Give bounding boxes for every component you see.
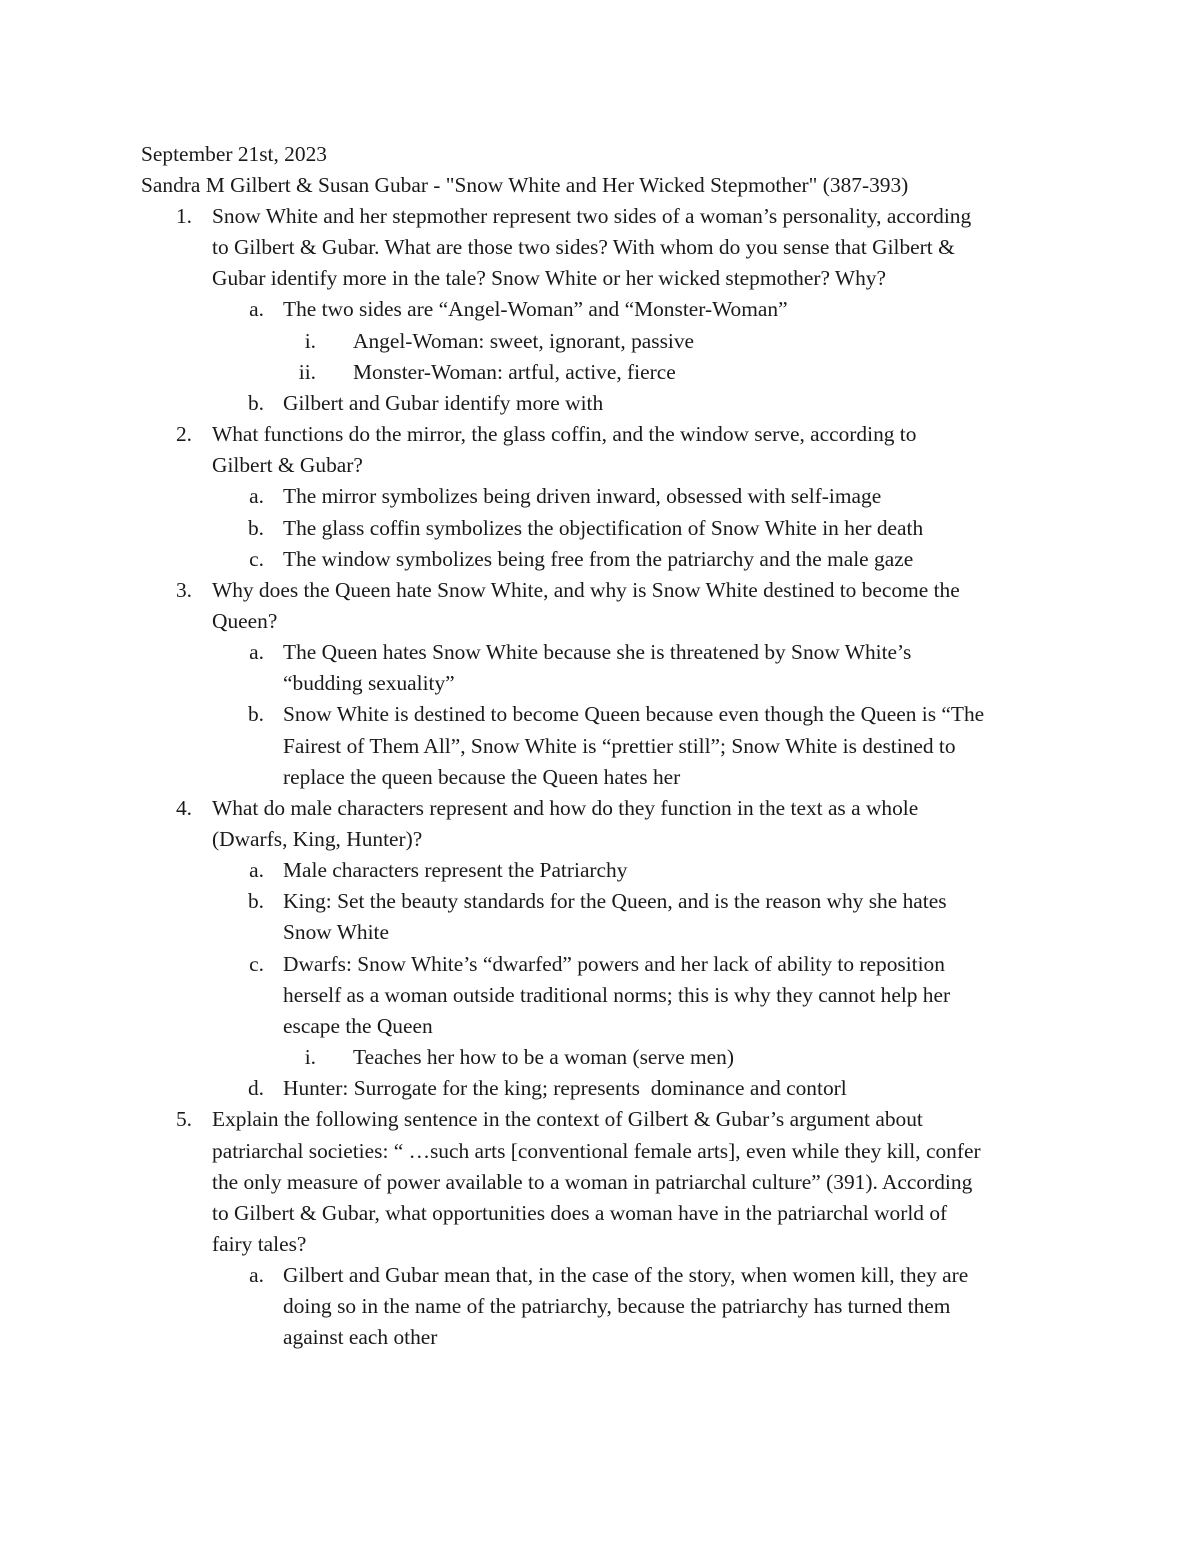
answer-text-line: Gilbert and Gubar mean that, in the case of the story, when women kill, they are — [283, 1263, 969, 1288]
answer-text-line: replace the queen because the Queen hates her — [283, 765, 681, 790]
answer-text-line: Hunter: Surrogate for the king; represents dominance and contorl — [283, 1076, 847, 1101]
question-text-line: Gubar identify more in the tale? Snow White or her wicked stepmother? Why? — [212, 266, 886, 291]
question-text-line: Explain the following sentence in the context of Gilbert & Gubar’s argument about — [212, 1107, 923, 1132]
question-text-line: the only measure of power available to a woman in patriarchal culture” (391). According — [212, 1170, 973, 1195]
question-number: 1. — [175, 204, 192, 229]
answer-letter: a. — [249, 640, 264, 665]
answer-letter: a. — [249, 484, 264, 509]
question-text-line: Why does the Queen hate Snow White, and why is Snow White destined to become the — [212, 578, 960, 603]
answer-text-line: The window symbolizes being free from the patriarchy and the male gaze — [283, 547, 914, 572]
answer-text-line: Gilbert and Gubar identify more with — [283, 391, 604, 416]
answer-letter: b. — [247, 889, 264, 914]
question-text-line: fairy tales? — [212, 1232, 307, 1257]
question-text-line: Snow White and her stepmother represent two sides of a woman’s personality, according — [212, 204, 972, 229]
question-text-line: to Gilbert & Gubar. What are those two sides? With whom do you sense that Gilbert & — [212, 235, 955, 260]
sub-point-text: Teaches her how to be a woman (serve men) — [353, 1045, 734, 1070]
answer-letter: a. — [249, 858, 264, 883]
answer-text-line: Dwarfs: Snow White’s “dwarfed” powers and her lack of ability to reposition — [283, 952, 945, 977]
answer-text-line: The mirror symbolizes being driven inward, obsessed with self-image — [283, 484, 882, 509]
sub-point-numeral: ii. — [298, 360, 316, 385]
sub-point-text: Monster-Woman: artful, active, fierce — [353, 360, 676, 385]
question-text-line: (Dwarfs, King, Hunter)? — [212, 827, 423, 852]
answer-text-line: herself as a woman outside traditional norms; this is why they cannot help her — [283, 983, 951, 1008]
question-number: 3. — [175, 578, 192, 603]
answer-letter: d. — [247, 1076, 264, 1101]
sub-point-numeral: i. — [304, 329, 316, 354]
answer-text-line: “budding sexuality” — [283, 671, 455, 696]
question-text-line: patriarchal societies: “ …such arts [conventional female arts], even while they kill, confer — [212, 1139, 981, 1164]
answer-text-line: The glass coffin symbolizes the objectification of Snow White in her death — [283, 516, 924, 541]
answer-letter: b. — [247, 516, 264, 541]
answer-text-line: Snow White — [283, 920, 389, 945]
question-text-line: Queen? — [212, 609, 278, 634]
answer-text-line: escape the Queen — [283, 1014, 433, 1039]
answer-text-line: The two sides are “Angel-Woman” and “Monster-Woman” — [283, 297, 788, 322]
answer-text-line: against each other — [283, 1325, 438, 1350]
document-date: September 21st, 2023 — [141, 142, 327, 167]
answer-text-line: Snow White is destined to become Queen because even though the Queen is “The — [283, 702, 985, 727]
question-text-line: What functions do the mirror, the glass coffin, and the window serve, according to — [212, 422, 917, 447]
answer-text-line: Fairest of Them All”, Snow White is “prettier still”; Snow White is destined to — [283, 734, 956, 759]
answer-letter: b. — [247, 391, 264, 416]
question-text-line: to Gilbert & Gubar, what opportunities does a woman have in the patriarchal world of — [212, 1201, 948, 1226]
sub-point-numeral: i. — [304, 1045, 316, 1070]
answer-text-line: Male characters represent the Patriarchy — [283, 858, 628, 883]
question-text-line: What do male characters represent and how do they function in the text as a whole — [212, 796, 919, 821]
question-number: 4. — [175, 796, 192, 821]
answer-letter: c. — [249, 952, 264, 977]
question-text-line: Gilbert & Gubar? — [212, 453, 363, 478]
answer-letter: b. — [247, 702, 264, 727]
question-number: 2. — [175, 422, 192, 447]
answer-letter: a. — [249, 1263, 264, 1288]
answer-letter: a. — [249, 297, 264, 322]
sub-point-text: Angel-Woman: sweet, ignorant, passive — [353, 329, 695, 354]
question-number: 5. — [175, 1107, 192, 1132]
answer-text-line: King: Set the beauty standards for the Queen, and is the reason why she hates — [283, 889, 947, 914]
answer-text-line: doing so in the name of the patriarchy, because the patriarchy has turned them — [283, 1294, 951, 1319]
answer-text-line: The Queen hates Snow White because she is threatened by Snow White’s — [283, 640, 912, 665]
document-citation: Sandra M Gilbert & Susan Gubar - "Snow White and Her Wicked Stepmother" (387-393) — [141, 173, 909, 198]
answer-letter: c. — [249, 547, 264, 572]
